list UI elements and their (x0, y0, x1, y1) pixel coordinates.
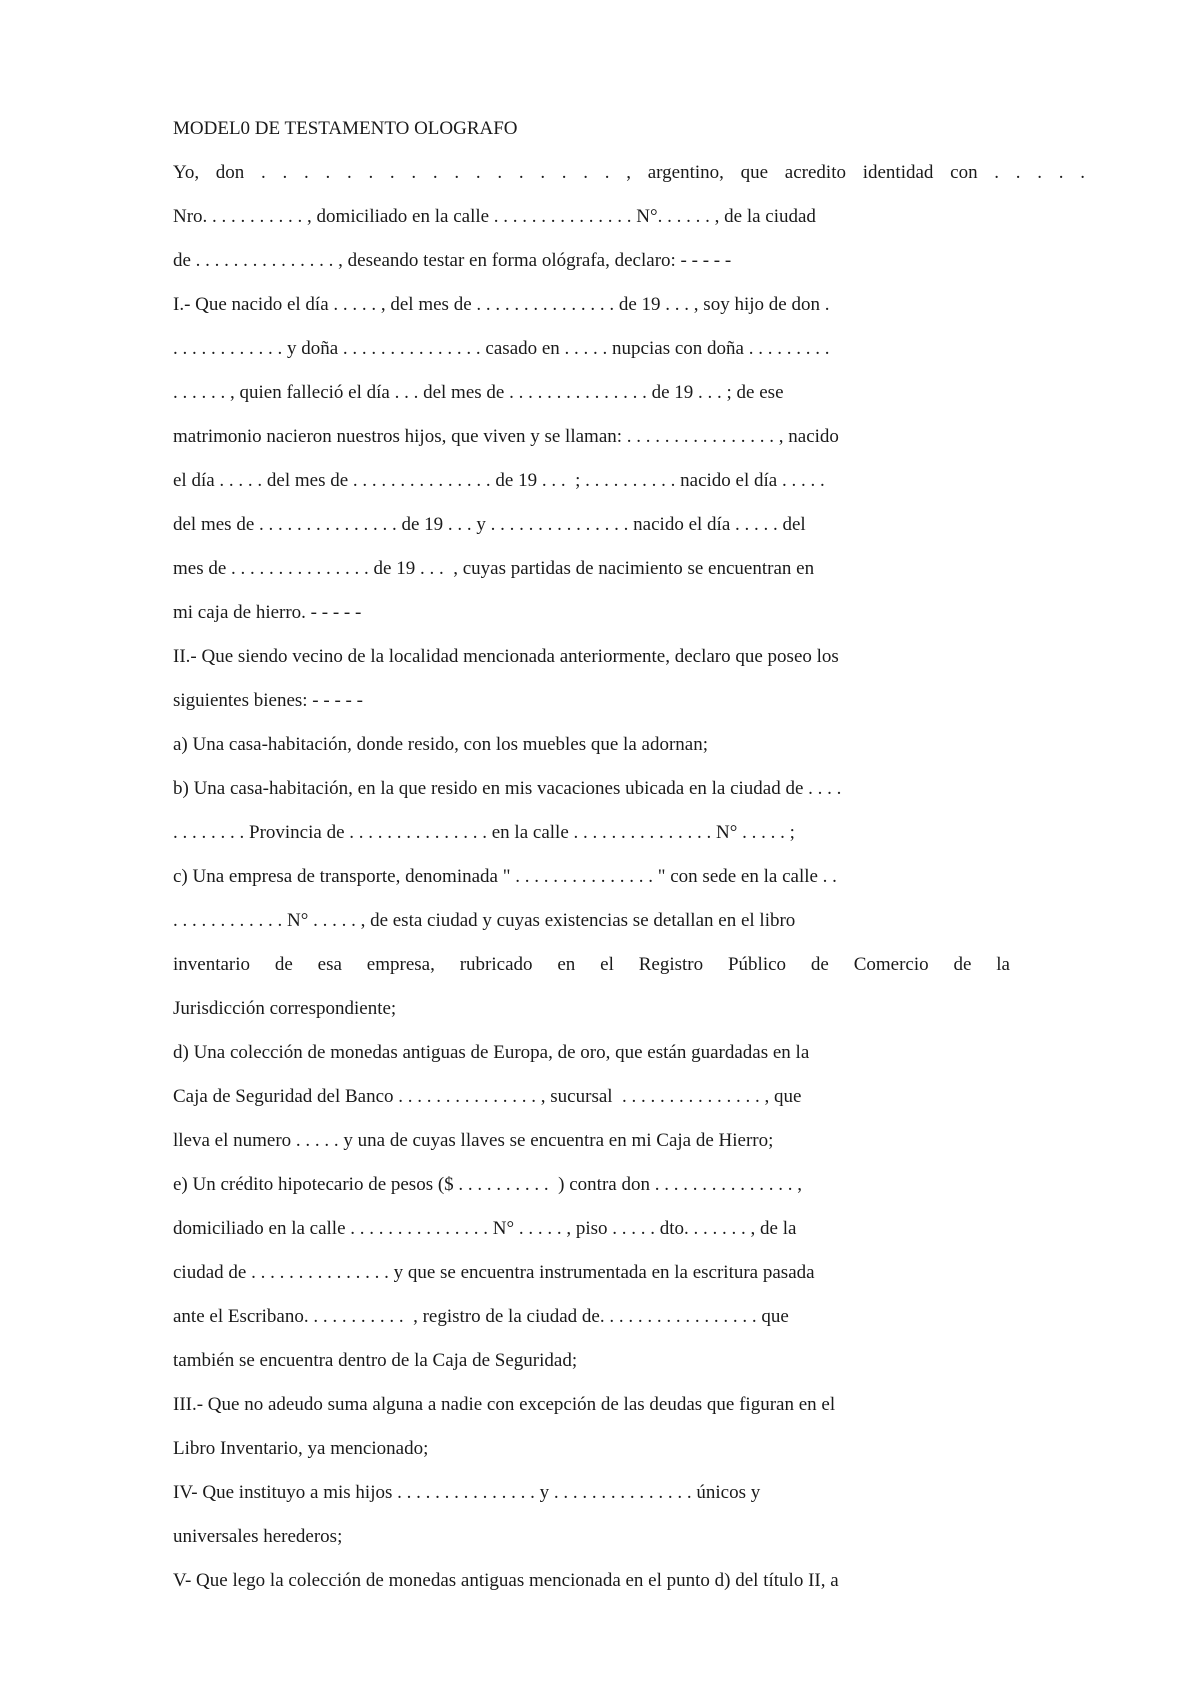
text-line: Nro. . . . . . . . . . . , domiciliado en la calle . . . . . . . . . . . . . . . N°. . . . . . , de la ciudad (173, 206, 816, 227)
text-line: inventario de esa empresa, rubricado en el Registro Público de Comercio de la (173, 954, 1010, 975)
text-line: del mes de . . . . . . . . . . . . . . . de 19 . . . y . . . . . . . . . . . . . . . nacido el día . . . . . del (173, 514, 806, 535)
text-line: III.- Que no adeudo suma alguna a nadie con excepción de las deudas que figuran en el (173, 1394, 836, 1415)
text-line: Libro Inventario, ya mencionado; (173, 1438, 429, 1459)
text-line: V- Que lego la colección de monedas antiguas mencionada en el punto d) del título II, a (173, 1570, 839, 1591)
text-line: I.- Que nacido el día . . . . . , del mes de . . . . . . . . . . . . . . . de 19 . . . , soy hijo de don . (173, 294, 830, 315)
text-line: b) Una casa-habitación, en la que resido en mis vacaciones ubicada en la ciudad de . . . . (173, 778, 842, 799)
text-line: Jurisdicción correspondiente; (173, 998, 397, 1019)
text-line: e) Un crédito hipotecario de pesos ($ . . . . . . . . . . ) contra don . . . . . . . . . . . . . . . , (173, 1174, 802, 1195)
text-line: ante el Escribano. . . . . . . . . . . , registro de la ciudad de. . . . . . . . . . . . . . . . . que (173, 1306, 789, 1327)
text-line: II.- Que siendo vecino de la localidad mencionada anteriormente, declaro que poseo los (173, 646, 839, 667)
text-line: mes de . . . . . . . . . . . . . . . de 19 . . . , cuyas partidas de nacimiento se encuentran en (173, 558, 815, 579)
text-line: IV- Que instituyo a mis hijos . . . . . . . . . . . . . . . y . . . . . . . . . . . . . . . únicos y (173, 1482, 761, 1503)
text-line: de . . . . . . . . . . . . . . . , deseando testar en forma ológrafa, declaro: - - - - - (173, 250, 732, 271)
text-line: lleva el numero . . . . . y una de cuyas llaves se encuentra en mi Caja de Hierro; (173, 1130, 774, 1151)
text-line: . . . . . . . . Provincia de . . . . . . . . . . . . . . . en la calle . . . . . . . . . . . . . . . N° . . . . . ; (173, 822, 795, 843)
text-line: . . . . . . , quien falleció el día . . . del mes de . . . . . . . . . . . . . . . de 19 . . . ; de ese (173, 382, 784, 403)
testament-text (173, 112, 1093, 1608)
text-line: domiciliado en la calle . . . . . . . . . . . . . . . N° . . . . . , piso . . . . . dto. . . . . . . , de la (173, 1218, 797, 1239)
text-line: c) Una empresa de transporte, denominada " . . . . . . . . . . . . . . . " con sede en la calle . . (173, 866, 837, 887)
text-line: el día . . . . . del mes de . . . . . . . . . . . . . . . de 19 . . . ; . . . . . . . . . . nacido el día . . . . . (173, 470, 825, 491)
text-line: Yo, don . . . . . . . . . . . . . . . . . , argentino, que acredito identidad con . . . . . (173, 162, 1085, 183)
text-line: universales herederos; (173, 1526, 343, 1547)
text-line: ciudad de . . . . . . . . . . . . . . . y que se encuentra instrumentada en la escritura pasada (173, 1262, 815, 1283)
text-line: mi caja de hierro. - - - - - (173, 602, 362, 623)
text-line: matrimonio nacieron nuestros hijos, que viven y se llaman: . . . . . . . . . . . . . . . . , nacido (173, 426, 839, 447)
document-title: MODEL0 DE TESTAMENTO OLOGRAFO (173, 118, 518, 139)
text-line: Caja de Seguridad del Banco . . . . . . . . . . . . . . . , sucursal . . . . . . . . . . . . . . . , que (173, 1086, 802, 1107)
text-line: a) Una casa-habitación, donde resido, con los muebles que la adornan; (173, 734, 708, 755)
text-line: siguientes bienes: - - - - - (173, 690, 363, 711)
text-line: también se encuentra dentro de la Caja de Seguridad; (173, 1350, 578, 1371)
text-line: d) Una colección de monedas antiguas de Europa, de oro, que están guardadas en la (173, 1042, 810, 1063)
text-line: . . . . . . . . . . . . N° . . . . . , de esta ciudad y cuyas existencias se detallan en el libro (173, 910, 796, 931)
text-line: . . . . . . . . . . . . y doña . . . . . . . . . . . . . . . casado en . . . . . nupcias con doña . . . . . . . . . (173, 338, 830, 359)
